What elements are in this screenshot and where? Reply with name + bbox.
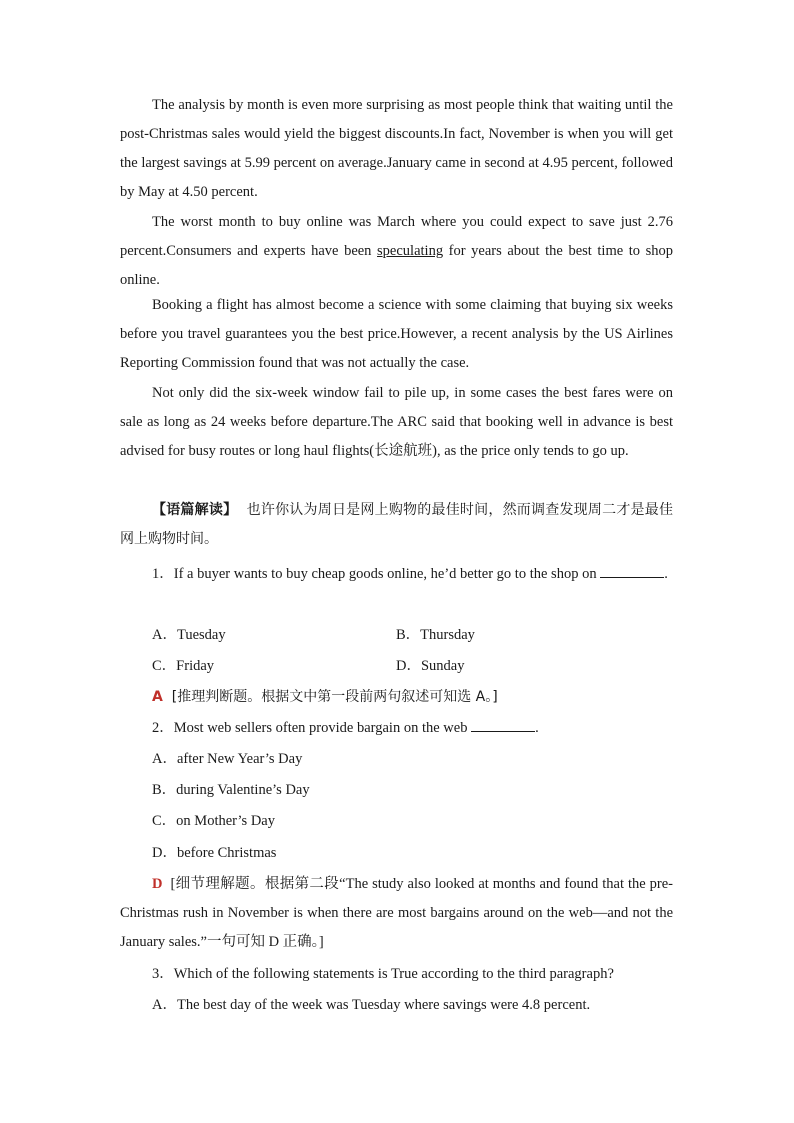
question-2-stem: 2．Most web sellers often provide bargain on the web: [152, 720, 468, 736]
q2-option-c: C．on Mother’s Day: [152, 813, 275, 829]
q2-explanation: [细节理解题。根据第二段“The study also looked at months and found that the pre-Christmas rush in November is when there are most bargains around on the web—and not the January sales.”一句可知 D 正确。]: [120, 876, 674, 950]
q2-answer-explanation: [120, 870, 673, 957]
paragraph-worst-month: [120, 208, 673, 295]
q2-answer: D: [152, 876, 163, 892]
paragraph-text: The worst month to buy online was March where you could expect to save just 2.76 percent.Consumers and experts have been: [120, 214, 673, 259]
question-1-period: .: [664, 566, 668, 582]
q1-answer: A: [152, 689, 163, 705]
question-1: [120, 560, 673, 589]
q2-option-d: D．before Christmas: [152, 845, 277, 861]
paragraph-booking-flight: Booking a flight has almost become a science with some claiming that buying six weeks before you travel guarantees you the best price.However, a recent analysis by the US Airlines Reporting Commission found that was not actually the case.: [120, 297, 673, 371]
question-2: [152, 714, 539, 743]
q1-option-d: D．Sunday: [396, 658, 465, 674]
question-2-period: .: [535, 720, 539, 736]
reading-note-text: 也许你认为周日是网上购物的最佳时间，然而调查发现周二才是最佳网上购物时间。: [120, 502, 673, 547]
q2-option-b: B．during Valentine’s Day: [152, 782, 310, 798]
answer-blank: [471, 717, 535, 732]
q3-option-a: A．The best day of the week was Tuesday where savings were 4.8 percent.: [152, 997, 591, 1013]
reading-note-label: 【语篇解读】: [152, 502, 238, 518]
q1-explanation: [推理判断题。根据文中第一段前两句叙述可知选 A。]: [171, 689, 498, 705]
question-1-stem: 1．If a buyer wants to buy cheap goods online, he’d better go to the shop on: [152, 566, 597, 582]
paragraph-analysis-by-month: The analysis by month is even more surprising as most people think that waiting until the post-Christmas sales would yield the biggest discounts.In fact, November is when you will get the largest savings at 5.99 percent on average.January came in second at 4.95 percent, followed by May at 4.50 percent.: [120, 97, 673, 200]
question-3: 3．Which of the following statements is True according to the third paragraph?: [152, 966, 614, 982]
paragraph-text: for years about the best time to shop online.: [120, 243, 673, 288]
paragraph-six-week-window: Not only did the six-week window fail to pile up, in some cases the best fares were on sale as long as 24 weeks before departure.The ARC said that booking well in advance is best advised for busy routes or long haul flights(长途航班), as the price only tends to go up.: [120, 385, 673, 459]
q1-option-a: A．Tuesday: [152, 627, 226, 643]
q2-option-a: A．after New Year’s Day: [152, 751, 303, 767]
q1-answer-explanation: [152, 683, 498, 712]
q1-option-b: B．Thursday: [396, 627, 475, 643]
reading-note: [120, 496, 673, 554]
q1-option-c: C．Friday: [152, 658, 215, 674]
underlined-word: speculating: [377, 243, 444, 259]
answer-blank: [600, 563, 664, 578]
